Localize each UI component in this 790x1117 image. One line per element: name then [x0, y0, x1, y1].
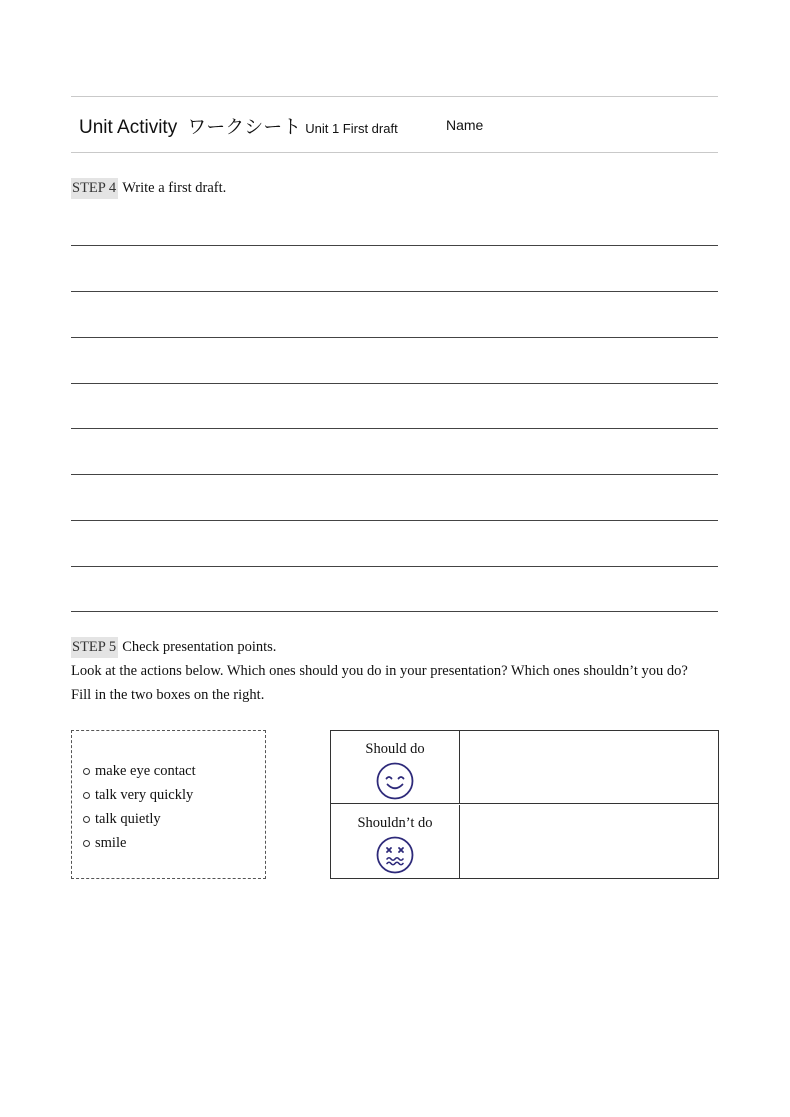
worksheet-title: Unit Activity: [79, 117, 178, 138]
step5-text: Check presentation points.: [122, 638, 277, 655]
bullet-icon: [83, 768, 90, 775]
shouldnt-do-label-cell: [331, 805, 460, 878]
step5-tag: STEP 5: [71, 637, 118, 658]
worksheet-header: [79, 112, 398, 140]
writing-line[interactable]: [71, 474, 718, 475]
writing-line[interactable]: [71, 291, 718, 292]
step4-text: Write a first draft.: [122, 179, 227, 196]
action-item: [83, 831, 265, 855]
check-table: [330, 730, 719, 879]
shouldnt-do-answer-box[interactable]: [461, 805, 718, 878]
writing-line[interactable]: [71, 383, 718, 384]
step4-heading: [71, 177, 226, 199]
should-do-row: [331, 731, 718, 804]
writing-line[interactable]: [71, 566, 718, 567]
writing-line[interactable]: [71, 245, 718, 246]
header-top-rule: [71, 96, 718, 97]
smiley-face-icon: [375, 761, 415, 801]
should-do-label-cell: [331, 731, 460, 803]
worksheet-subtitle: Unit 1 First draft: [305, 121, 398, 136]
action-item: [83, 783, 265, 807]
writing-line[interactable]: [71, 520, 718, 521]
action-item: [83, 759, 265, 783]
should-do-answer-box[interactable]: [461, 731, 718, 803]
bullet-icon: [83, 840, 90, 847]
action-label: talk quietly: [95, 810, 161, 827]
step5-heading: [71, 636, 276, 658]
bullet-icon: [83, 792, 90, 799]
step5-instruction: [71, 659, 721, 707]
header-bottom-rule: [71, 152, 718, 153]
actions-box: [71, 730, 266, 879]
worksheet-title-jp: ワークシート: [187, 116, 302, 138]
writing-line[interactable]: [71, 337, 718, 338]
action-label: make eye contact: [95, 762, 196, 779]
step4-tag: STEP 4: [71, 178, 118, 199]
shouldnt-do-label: Shouldn’t do: [357, 815, 433, 831]
action-label: talk very quickly: [95, 786, 194, 803]
writing-line[interactable]: [71, 611, 718, 612]
dizzy-face-icon: [375, 835, 415, 875]
shouldnt-do-row: [331, 805, 718, 878]
action-item: [83, 807, 265, 831]
name-label: Name: [446, 117, 484, 133]
instruction-line-2: Fill in the two boxes on the right.: [71, 687, 265, 703]
bullet-icon: [83, 816, 90, 823]
should-do-label: Should do: [365, 741, 425, 757]
action-label: smile: [95, 834, 127, 851]
writing-line[interactable]: [71, 428, 718, 429]
instruction-line-1: Look at the actions below. Which ones should you do in your presentation? Which ones shouldn’t you do?: [71, 663, 688, 679]
